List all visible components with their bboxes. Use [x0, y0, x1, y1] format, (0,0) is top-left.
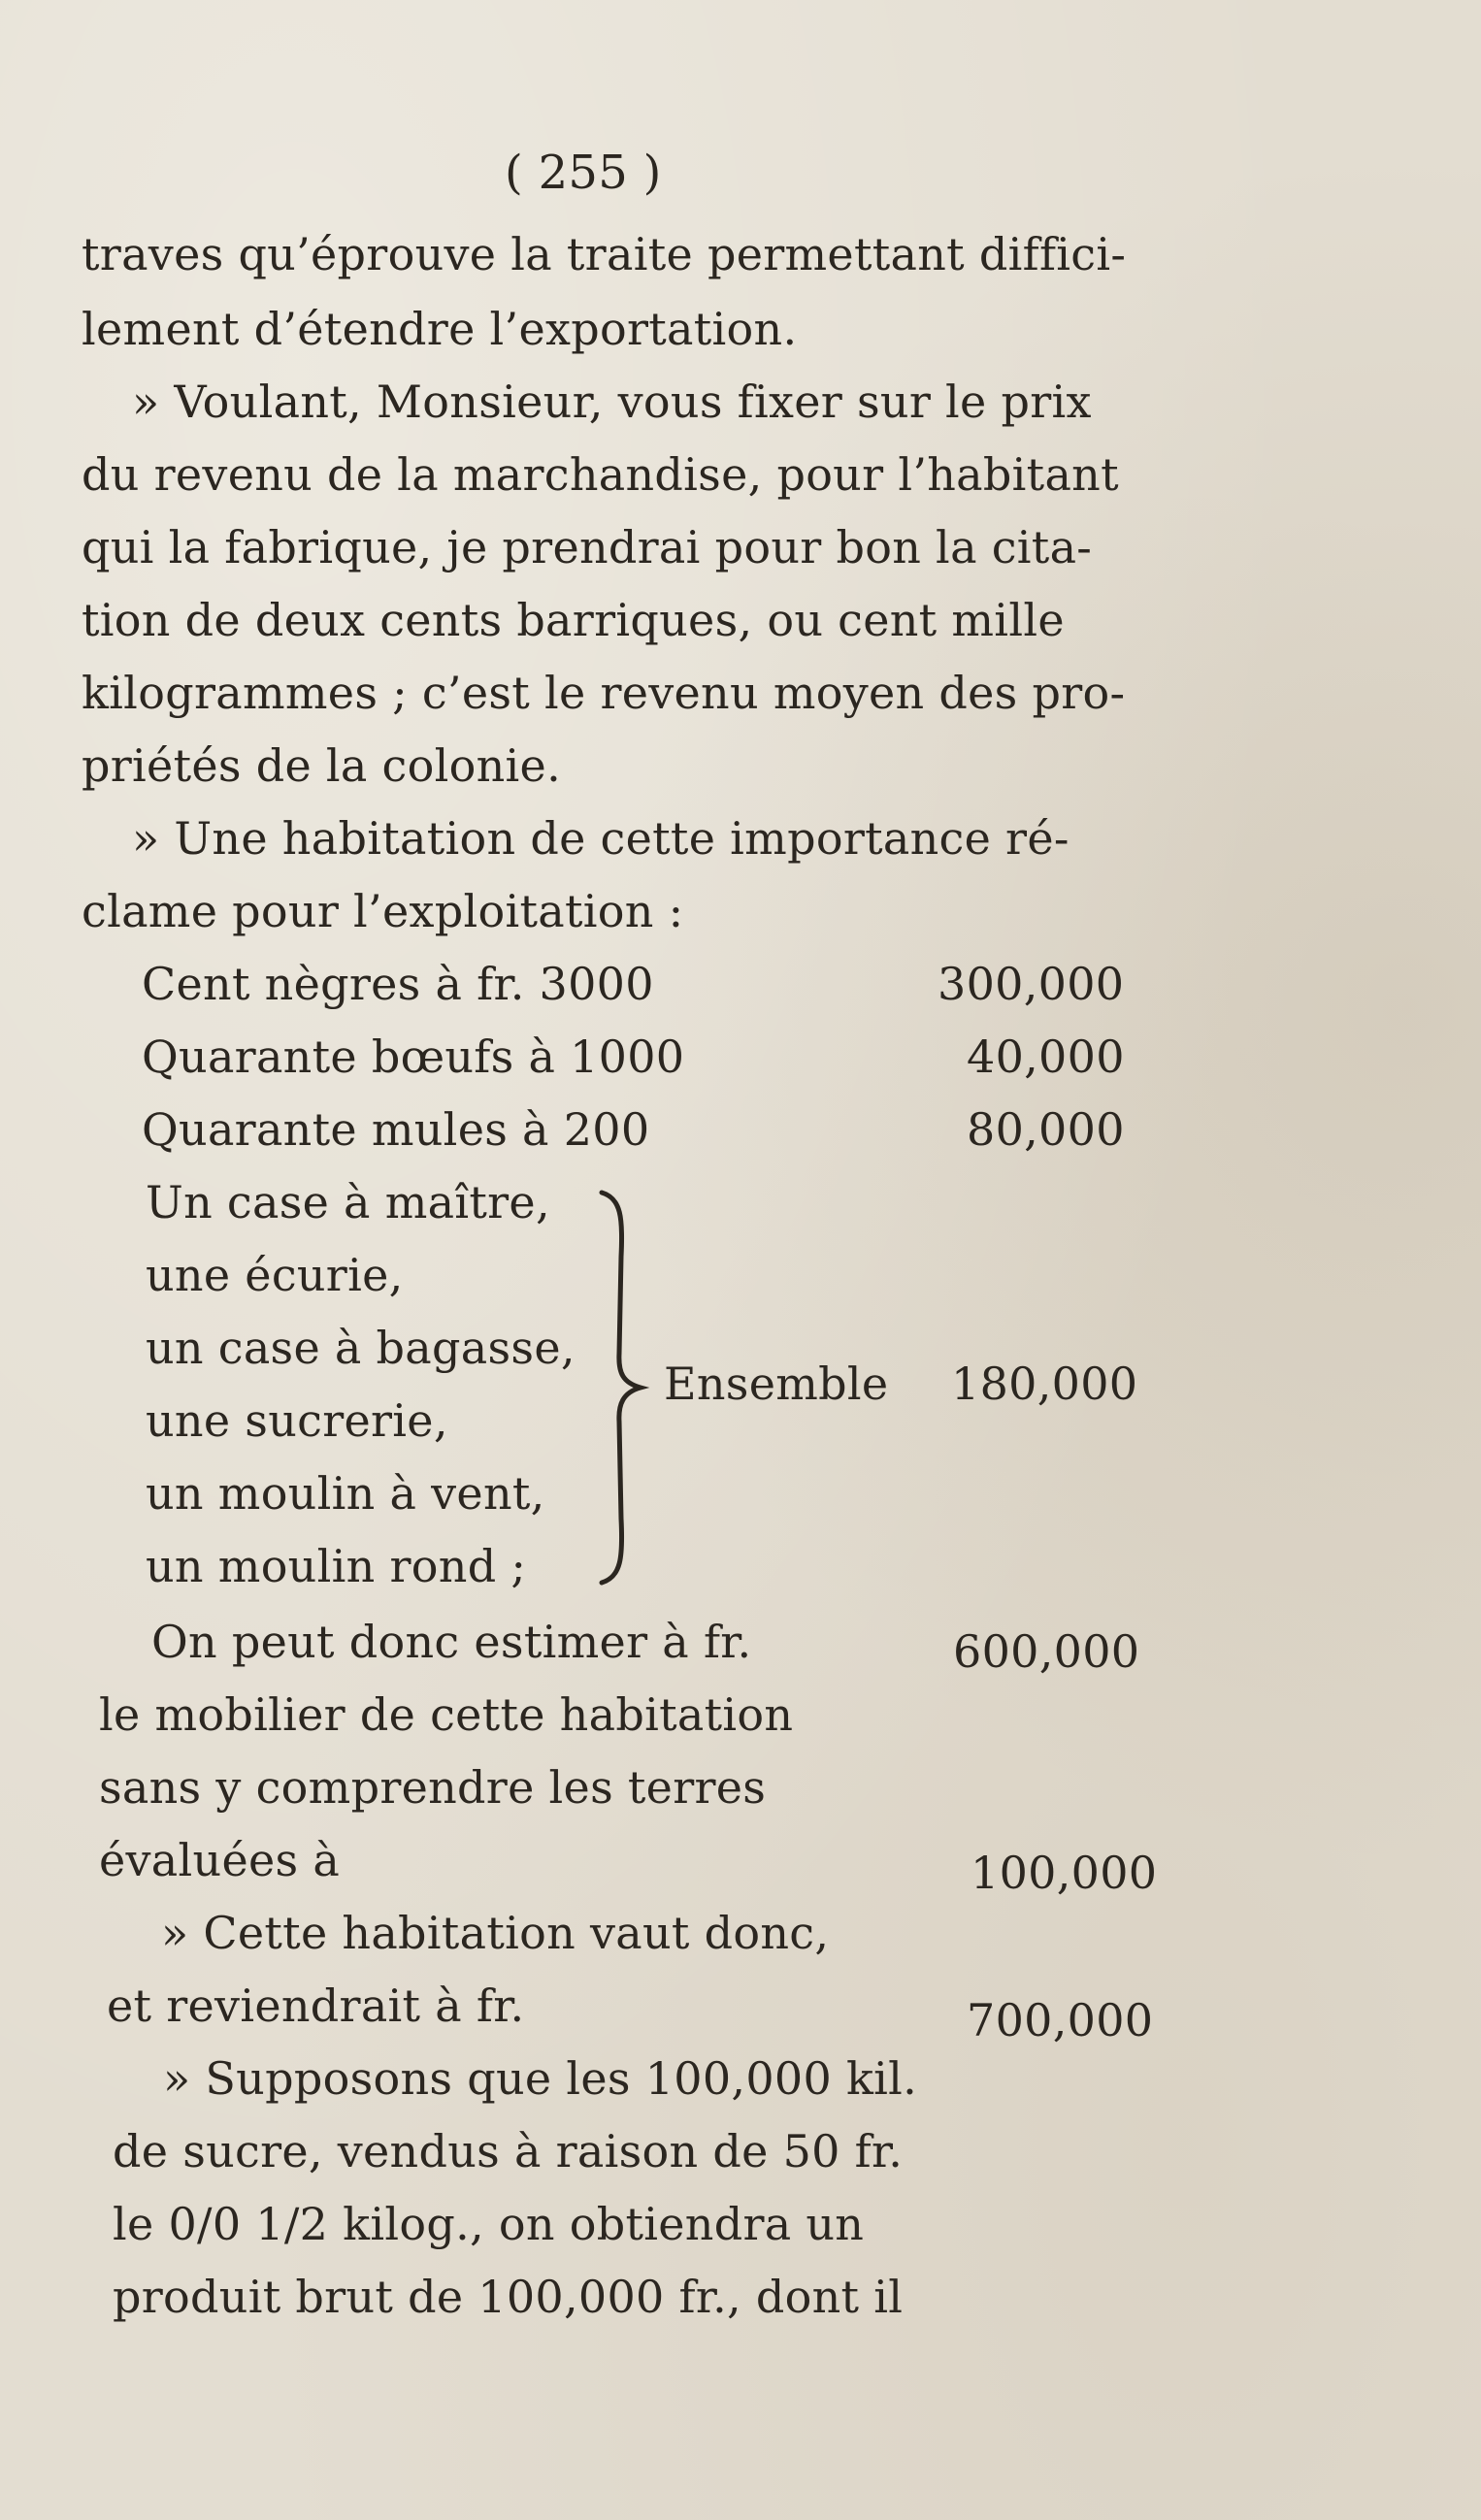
summary-amount: 100,000	[971, 1847, 1158, 1899]
summary-line: et reviendrait à fr.	[107, 1980, 525, 2032]
group-line: une écurie,	[146, 1249, 404, 1301]
group-line: une sucrerie,	[146, 1394, 448, 1447]
text-line: qui la fabrique, je prendrai pour bon la cita-	[82, 521, 1093, 573]
text-line: le 0/0 1/2 kilog., on obtiendra un	[113, 2198, 865, 2250]
summary-line: » Cette habitation vaut donc,	[161, 1907, 830, 1959]
item-label: Quarante mules à 200	[142, 1103, 650, 1156]
summary-line: On peut donc estimer à fr.	[151, 1616, 752, 1668]
text-line: » Supposons que les 100,000 kil.	[163, 2052, 918, 2105]
item-label: Cent nègres à fr. 3000	[142, 958, 654, 1010]
summary-line: évaluées à	[99, 1834, 341, 1886]
page-number: ( 255 )	[505, 146, 662, 200]
text-line: produit brut de 100,000 fr., dont il	[113, 2271, 904, 2323]
text-line: traves qu’éprouve la traite permettant diffici-	[82, 228, 1127, 280]
group-line: un case à bagasse,	[146, 1322, 576, 1374]
group-line: un moulin rond ;	[146, 1540, 527, 1592]
text-line: de sucre, vendus à raison de 50 fr.	[113, 2125, 904, 2177]
group-label: Ensemble	[664, 1358, 889, 1410]
text-line: clame pour l’exploitation :	[82, 885, 684, 937]
text-line: priétés de la colonie.	[82, 739, 562, 792]
text-line: » Une habitation de cette importance ré-	[132, 812, 1070, 865]
text-line: tion de deux cents barriques, ou cent mille	[82, 594, 1065, 646]
item-amount: 300,000	[938, 958, 1125, 1010]
text-line: » Voulant, Monsieur, vous fixer sur le prix	[132, 376, 1092, 428]
summary-line: le mobilier de cette habitation	[99, 1688, 794, 1741]
item-amount: 80,000	[967, 1103, 1125, 1156]
summary-amount: 700,000	[967, 1994, 1154, 2046]
text-line: du revenu de la marchandise, pour l’habitant	[82, 448, 1119, 501]
item-amount: 40,000	[967, 1031, 1125, 1083]
text-line: lement d’étendre l’exportation.	[82, 303, 798, 355]
group-line: un moulin à vent,	[146, 1467, 545, 1520]
summary-amount: 600,000	[953, 1625, 1140, 1678]
summary-line: sans y comprendre les terres	[99, 1761, 767, 1814]
group-amount: 180,000	[951, 1358, 1138, 1410]
item-label: Quarante bœufs à 1000	[142, 1031, 685, 1083]
curly-brace-icon	[594, 1189, 652, 1587]
group-line: Un case à maître,	[146, 1176, 550, 1228]
text-line: kilogrammes ; c’est le revenu moyen des pro-	[82, 667, 1126, 719]
